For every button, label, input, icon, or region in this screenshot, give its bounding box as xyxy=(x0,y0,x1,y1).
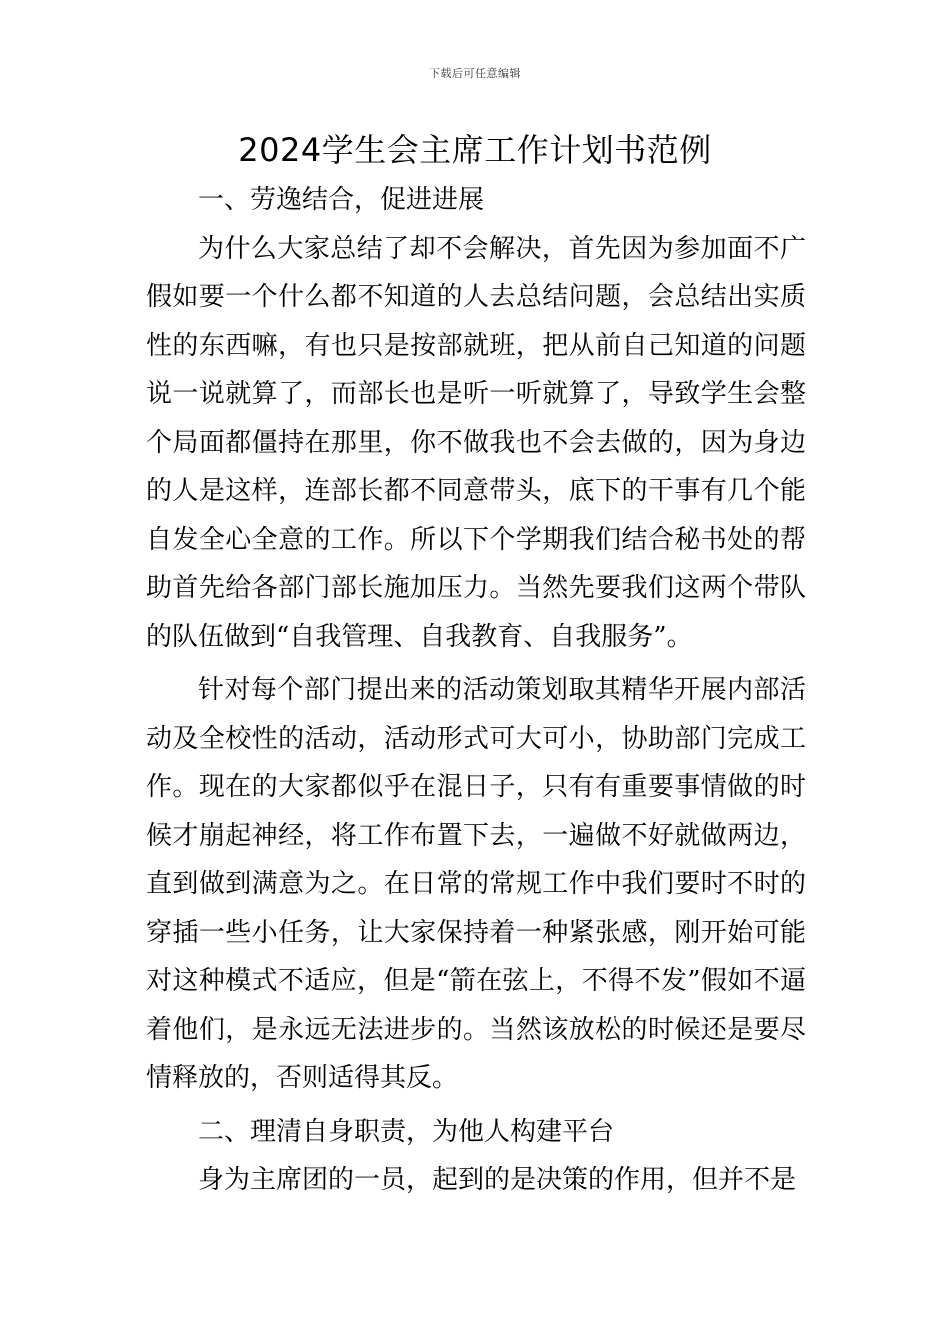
paragraph-3: 身为主席团的一员，起到的是决策的作用，但并不是 xyxy=(198,1165,797,1195)
document-title: 2024学生会主席工作计划书范例 xyxy=(238,131,712,169)
paragraph-2: 针对每个部门提出来的活动策划取其精华开展内部活动及全校性的活动，活动形式可大可小，协助部门完成工作。现在的大家都似乎在混日子，只有有重要事情做的时候才崩起神经，将工作布置下去，一遍做不好就做两边，直到做到满意为之。在日常的常规工作中我们要时不时的穿插一些小任务，让大家保持着一种紧张感，刚开始可能对这种模式不适应，但是“箭在弦上，不得不发”假如不逼着他们，是永远无法进步的。当然该放松的时候还是要尽情释放的，否则适得其反。 xyxy=(146,675,806,1093)
section-heading-2: 二、理清自身职责，为他人构建平台 xyxy=(198,1116,615,1147)
paragraph-1: 为什么大家总结了却不会解决，首先因为参加面不广假如要一个什么都不知道的人去总结问题，会总结出实质性的东西嘛，有也只是按部就班，把从前自己知道的问题说一说就算了，而部长也是听一听就算了，导致学生会整个局面都僵持在那里，你不做我也不会去做的，因为身边的人是这样，连部长都不同意带头，底下的干事有几个能自发全心全意的工作。所以下个学期我们结合秘书处的帮助首先给各部门部长施加压力。当然先要我们这两个带队的队伍做到“自我管理、自我教育、自我服务”。 xyxy=(146,233,806,652)
section-heading-1: 一、劳逸结合，促进进展 xyxy=(198,185,485,215)
document-body xyxy=(146,176,806,1205)
header-note: 下载后可任意编辑 xyxy=(429,67,521,80)
